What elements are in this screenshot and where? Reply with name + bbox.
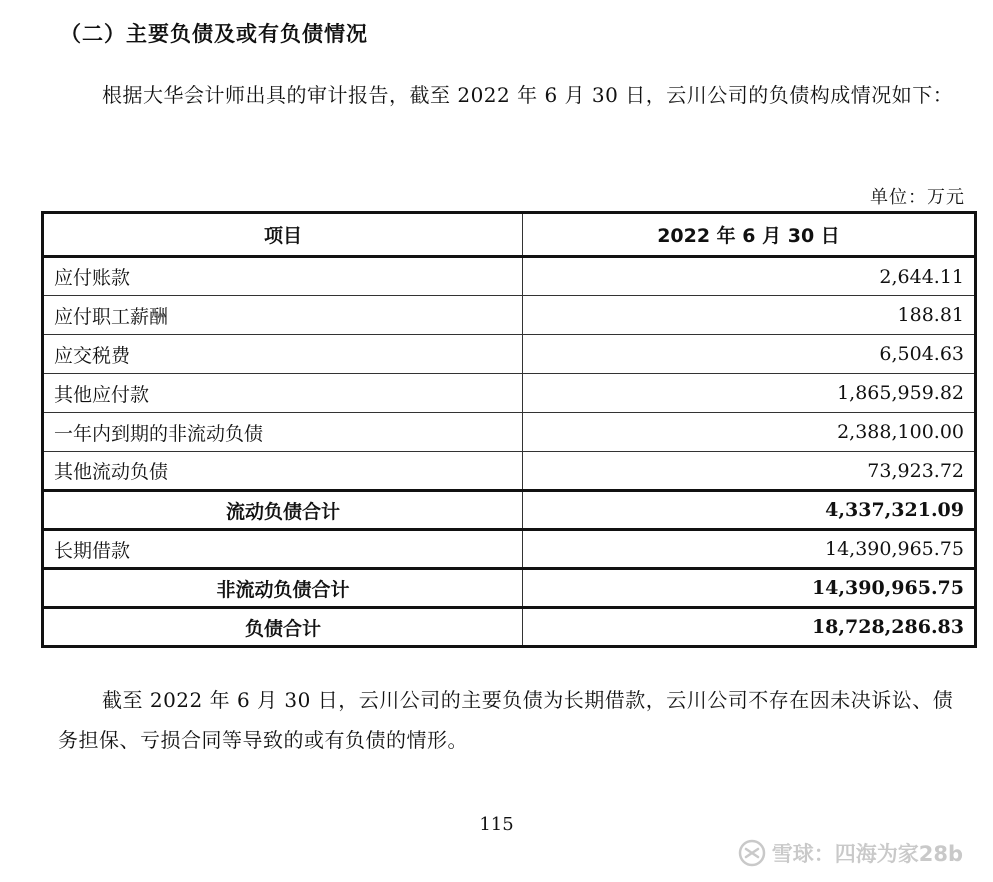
current-liabilities-total-value: 4,337,321.09 bbox=[523, 491, 976, 530]
total-liabilities-label: 负债合计 bbox=[43, 608, 523, 647]
snowball-logo-icon bbox=[738, 839, 766, 867]
row-name: 应付账款 bbox=[43, 257, 523, 296]
section-heading: （二）主要负债及或有负债情况 bbox=[60, 22, 368, 46]
row-name: 一年内到期的非流动负债 bbox=[43, 413, 523, 452]
row-value: 14,390,965.75 bbox=[523, 530, 976, 569]
table-row bbox=[43, 530, 976, 569]
table-total-row bbox=[43, 569, 976, 608]
non-current-liabilities-total-label: 非流动负债合计 bbox=[43, 569, 523, 608]
conclusion-paragraph: 截至 2022 年 6 月 30 日，云川公司的主要负债为长期借款，云川公司不存在因未决诉讼、债务担保、亏损合同等导致的或有负债的情形。 bbox=[58, 688, 954, 752]
unit-label: 单位：万元 bbox=[870, 187, 965, 208]
page-number: 115 bbox=[479, 814, 514, 835]
non-current-liabilities-total-value: 14,390,965.75 bbox=[523, 569, 976, 608]
row-value: 6,504.63 bbox=[523, 335, 976, 374]
row-name: 其他应付款 bbox=[43, 374, 523, 413]
row-name: 其他流动负债 bbox=[43, 452, 523, 491]
current-liabilities-total-label: 流动负债合计 bbox=[43, 491, 523, 530]
table-header-row bbox=[43, 213, 976, 257]
table-grand-total-row bbox=[43, 608, 976, 647]
watermark-text: 雪球：四海为家28b bbox=[771, 842, 963, 866]
table-row bbox=[43, 452, 976, 491]
table-row bbox=[43, 335, 976, 374]
table-row bbox=[43, 296, 976, 335]
intro-paragraph: 根据大华会计师出具的审计报告，截至 2022 年 6 月 30 日，云川公司的负债构成情况如下： bbox=[102, 83, 954, 107]
table-row bbox=[43, 413, 976, 452]
table-total-row bbox=[43, 491, 976, 530]
row-name: 应交税费 bbox=[43, 335, 523, 374]
watermark bbox=[738, 838, 963, 868]
row-value: 2,644.11 bbox=[523, 257, 976, 296]
table-row bbox=[43, 257, 976, 296]
row-name: 应付职工薪酬 bbox=[43, 296, 523, 335]
total-liabilities-value: 18,728,286.83 bbox=[523, 608, 976, 647]
row-name: 长期借款 bbox=[43, 530, 523, 569]
row-value: 73,923.72 bbox=[523, 452, 976, 491]
row-value: 2,388,100.00 bbox=[523, 413, 976, 452]
header-item: 项目 bbox=[43, 213, 523, 257]
header-date: 2022 年 6 月 30 日 bbox=[523, 213, 976, 257]
liabilities-table bbox=[41, 211, 977, 648]
table-row bbox=[43, 374, 976, 413]
row-value: 188.81 bbox=[523, 296, 976, 335]
row-value: 1,865,959.82 bbox=[523, 374, 976, 413]
